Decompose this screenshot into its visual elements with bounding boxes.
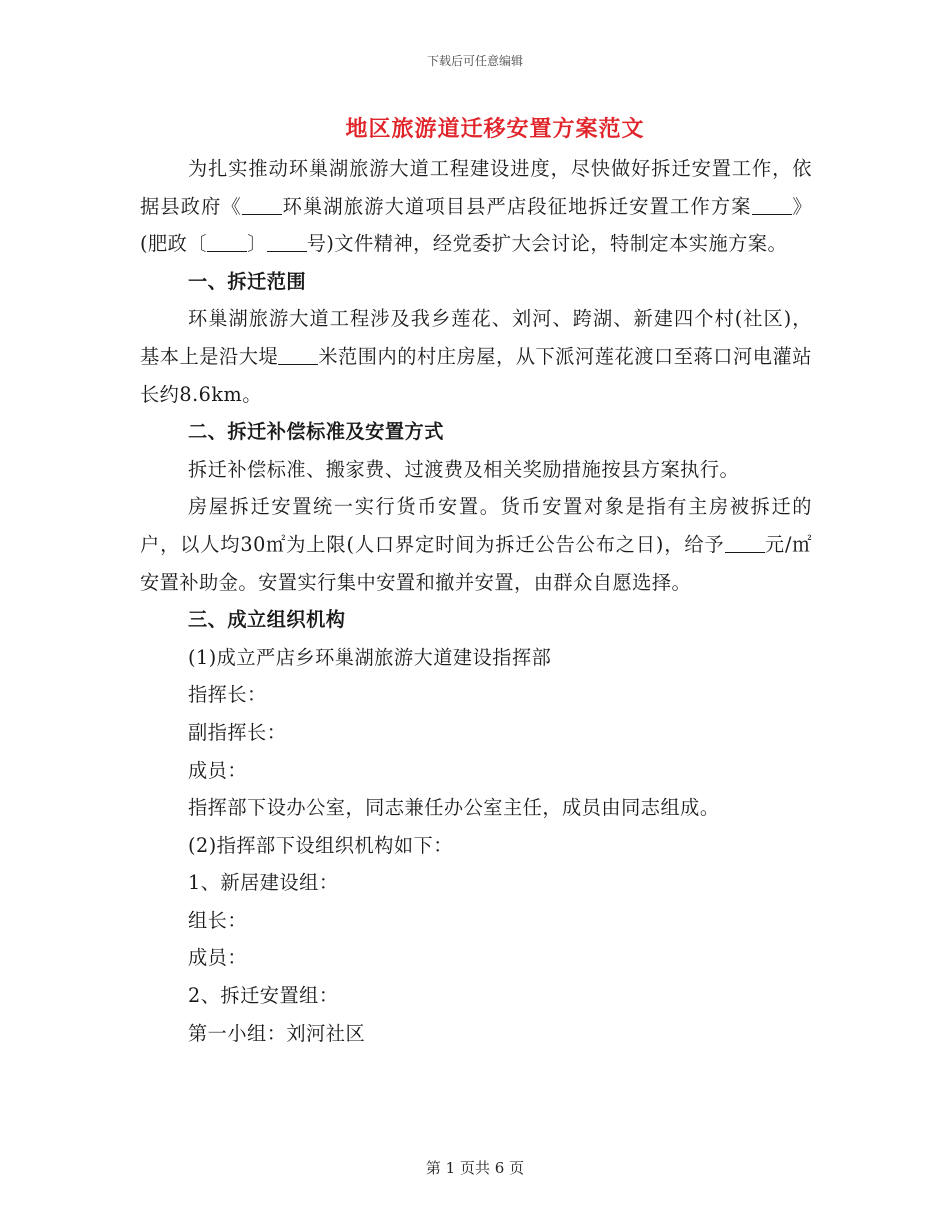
section3-line: 组长： <box>188 908 248 932</box>
page-footer: 第 1 页共 6 页 <box>425 1159 525 1177</box>
section3-line: 成员： <box>188 946 248 970</box>
header-note: 下载后可任意编辑 <box>426 54 523 68</box>
section3-line: 2、拆迁安置组： <box>188 984 339 1008</box>
section3-line: 1、新居建设组： <box>188 871 339 895</box>
blank-underline <box>267 229 307 252</box>
document-body <box>140 150 812 1052</box>
section3-line: 成员： <box>188 758 248 782</box>
section3-line: 指挥长： <box>188 683 267 707</box>
blank-underline <box>207 229 247 252</box>
section3-line: 第一小组：刘河社区 <box>188 1021 366 1045</box>
section2-paragraph-2: 房屋拆迁安置统一实行货币安置。货币安置对象是指有主房被拆迁的户，以人均30㎡为上限(人口界定时间为拆迁公告公布之日)，给予 元/㎡安置补助金。安置实行集中安置和撤并安置，由群众自愿选择。 <box>140 495 812 594</box>
intro-paragraph: 为扎实推动环巢湖旅游大道工程建设进度，尽快做好拆迁安置工作，依据县政府《 环巢湖旅游大道项目县严店段征地拆迁安置工作方案 》(肥政〔 〕 号)文件精神，经党委扩大会讨论，特制定本实施方案。 <box>140 157 813 256</box>
blank-underline <box>278 342 318 365</box>
blank-underline <box>752 192 792 215</box>
section1-paragraph: 环巢湖旅游大道工程涉及我乡莲花、刘河、跨湖、新建四个村(社区)，基本上是沿大堤 米范围内的村庄房屋，从下派河莲花渡口至蒋口河电灌站长约8.6km。 <box>140 307 812 406</box>
section3-line: 副指挥长： <box>188 720 287 744</box>
section-heading-2: 二、拆迁补偿标准及安置方式 <box>188 420 444 444</box>
blank-underline <box>725 530 765 553</box>
section3-line: (1)成立严店乡环巢湖旅游大道建设指挥部 <box>188 645 552 669</box>
section-heading-1: 一、拆迁范围 <box>188 269 307 293</box>
document-title: 地区旅游道迁移安置方案范文 <box>345 117 645 142</box>
section3-line: 指挥部下设办公室，同志兼任办公室主任，成员由同志组成。 <box>188 796 720 820</box>
blank-underline <box>242 192 282 215</box>
section3-line: (2)指挥部下设组织机构如下： <box>188 833 453 857</box>
section-heading-3: 三、成立组织机构 <box>188 608 346 632</box>
section2-paragraph-1: 拆迁补偿标准、搬家费、过渡费及相关奖励措施按县方案执行。 <box>188 457 740 481</box>
